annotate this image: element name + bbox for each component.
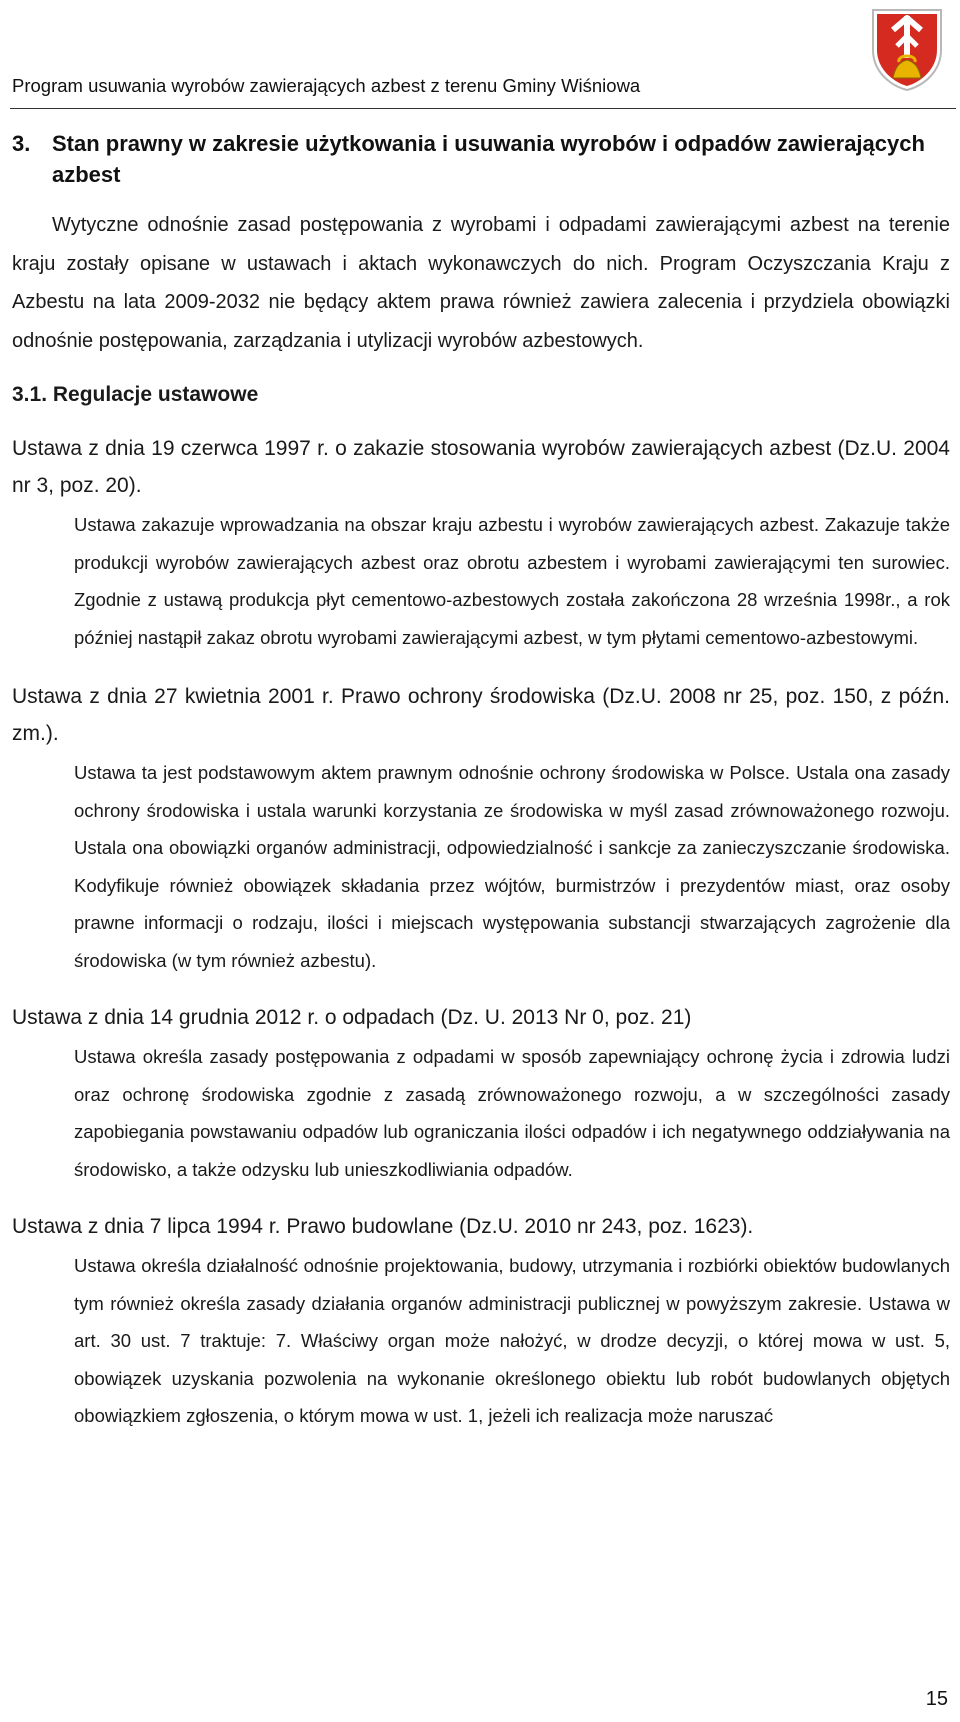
page-header <box>0 0 960 110</box>
act-title-4: Ustawa z dnia 7 lipca 1994 r. Prawo budowlane (Dz.U. 2010 nr 243, poz. 1623). <box>12 1215 754 1238</box>
act-description-2: Ustawa ta jest podstawowym aktem prawnym odnośnie ochrony środowiska w Polsce. Ustala ona zasady ochrony środowiska i ustala warunki korzystania ze środowiska w myśl zasad zrównoważonego rozwoju. Ustala ona obowiązki organów administracji, odpowiedzialność i sankcje za zanieczyszczanie środowiska. Kodyfikuje również obowiązek składania przez wójtów, burmistrzów i prezydentów miast, oraz osoby prawne informacji o rodzaju, ilości i miejscach występowania substancji stwarzających zagrożenie dla środowiska (w tym również azbestu). <box>74 762 950 971</box>
act-description-3: Ustawa określa zasady postępowania z odpadami w sposób zapewniający ochronę życia i zdrowia ludzi oraz ochronę środowiska zgodnie z zasadą zrównoważonego rozwoju, a w szczególności zasady zapobiegania powstawaniu odpadów lub ograniczania ilości odpadów i ich negatywnego oddziaływania na środowisko, a także odzysku lub unieszkodliwiania odpadów. <box>74 1046 950 1180</box>
header-divider <box>10 108 956 109</box>
section-number: 3. <box>12 131 31 156</box>
act-title-1: Ustawa z dnia 19 czerwca 1997 r. o zakazie stosowania wyrobów zawierających azbest (Dz.U. 2004 nr 3, poz. 20). <box>12 437 950 497</box>
page-content <box>12 128 950 1435</box>
act-title-3: Ustawa z dnia 14 grudnia 2012 r. o odpadach (Dz. U. 2013 Nr 0, poz. 21) <box>12 1006 692 1029</box>
section-title: Stan prawny w zakresie użytkowania i usuwania wyrobów i odpadów zawierających azbest <box>52 131 925 187</box>
section-intro: Wytyczne odnośnie zasad postępowania z wyrobami i odpadami zawierającymi azbest na terenie kraju zostały opisane w ustawach i aktach wykonawczych do nich. Program Oczyszczania Kraju z Azbestu na lata 2009-2032 nie będący aktem prawa również zawiera zalecenia i przydziela obowiązki odnośnie postępowania, zarządzania i utylizacji wyrobów azbestowych. <box>12 214 950 352</box>
page-number: 15 <box>925 1688 948 1710</box>
section-heading <box>12 128 950 190</box>
act-title-2: Ustawa z dnia 27 kwietnia 2001 r. Prawo ochrony środowiska (Dz.U. 2008 nr 25, poz. 150, z późn. zm.). <box>12 685 950 745</box>
header-title: Program usuwania wyrobów zawierających azbest z terenu Gminy Wiśniowa <box>12 75 641 96</box>
act-description-1: Ustawa zakazuje wprowadzania na obszar kraju azbestu i wyrobów zawierających azbest. Zakazuje także produkcji wyrobów zawierających azbest oraz obrotu azbestem i wyrobami zawierającymi ten surowiec. Zgodnie z ustawą produkcja płyt cementowo-azbestowych została zakończona 28 września 1998r., a rok później nastąpił zakaz obrotu wyrobami zawierającymi azbest, w tym płytami cementowo-azbestowymi. <box>74 514 950 648</box>
act-description-4: Ustawa określa działalność odnośnie projektowania, budowy, utrzymania i rozbiórki obiektów budowlanych tym również określa zasady działania organów administracji publicznej w powyższym zakresie. Ustawa w art. 30 ust. 7 traktuje: 7. Właściwy organ może nałożyć, w drodze decyzji, o której mowa w ust. 5, obowiązek uzyskania pozwolenia na wykonanie określonego obiektu lub robót budowlanych objętych obowiązkiem zgłoszenia, o którym mowa w ust. 1, jeżeli ich realizacja może naruszać <box>74 1255 950 1426</box>
subsection-heading: 3.1. Regulacje ustawowe <box>12 383 259 406</box>
coat-of-arms-crest-icon <box>869 6 945 92</box>
